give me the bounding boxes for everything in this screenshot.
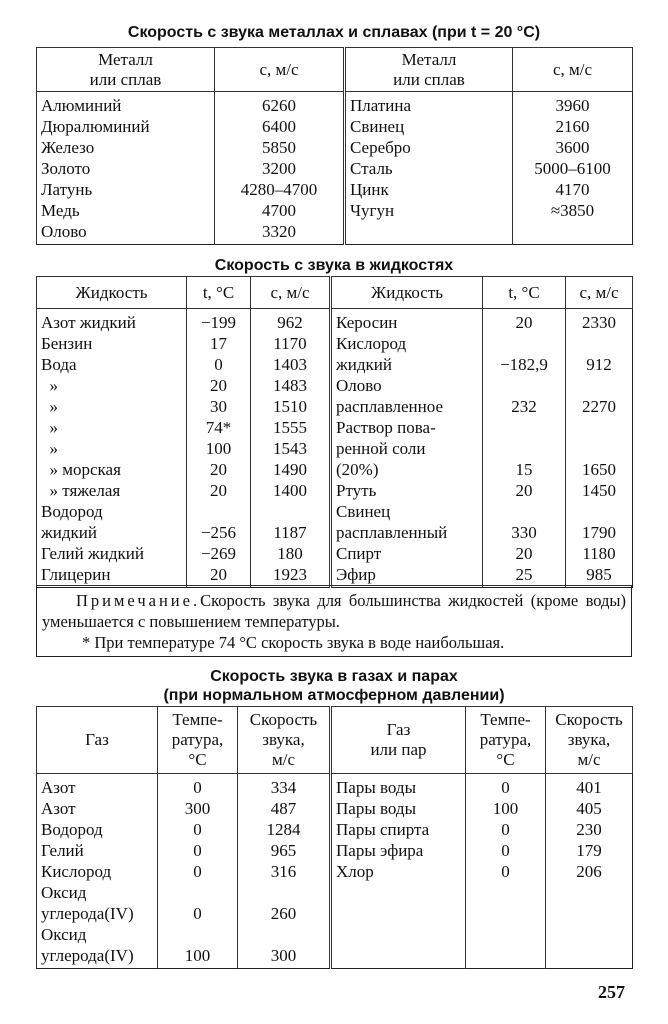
material-name-cell: Азот (37, 774, 158, 799)
material-name-cell: Дюралюминий (37, 116, 215, 137)
value-cell: 6400 (215, 116, 345, 137)
value-cell: 1650 (566, 459, 633, 480)
material-name-cell (331, 945, 466, 969)
value-cell (483, 501, 566, 522)
column-header-line: Жидкость (75, 282, 148, 302)
material-name-cell: Гелий жидкий (37, 543, 187, 564)
value-cell: 3200 (215, 158, 345, 179)
material-name-cell: Алюминий (37, 92, 215, 117)
column-header-line: c, м/с (270, 282, 310, 302)
value-cell (251, 501, 331, 522)
table-row (37, 840, 633, 861)
material-name-cell: Эфир (331, 564, 483, 588)
value-cell: 1543 (251, 438, 331, 459)
value-cell: 1400 (251, 480, 331, 501)
table-row (37, 564, 633, 588)
column-header-line: или сплав (393, 69, 465, 89)
material-name-cell: Гелий (37, 840, 158, 861)
value-cell: 912 (566, 354, 633, 375)
material-name-cell: Азот жидкий (37, 309, 187, 334)
value-cell (566, 438, 633, 459)
table-row (37, 438, 633, 459)
material-name-cell: Серебро (345, 137, 513, 158)
table-row (37, 774, 633, 799)
material-name-cell (331, 924, 466, 945)
column-header-line: звука, (262, 730, 305, 749)
value-cell: 206 (546, 861, 633, 882)
material-name-cell: Золото (37, 158, 215, 179)
table-row (37, 221, 633, 245)
note-text: Скорость звука для большинства жидкостей (кроме воды) уменьшается с повышением температуры. (42, 591, 626, 631)
material-name-cell: Пары спирта (331, 819, 466, 840)
table-row (37, 354, 633, 375)
value-cell: 0 (466, 861, 546, 882)
column-header-line: м/с (577, 750, 601, 769)
table-row (37, 924, 633, 945)
metals-sound-speed-table (36, 47, 633, 245)
table-row (37, 798, 633, 819)
table-row (37, 92, 633, 117)
table-row (37, 396, 633, 417)
value-cell: 100 (187, 438, 251, 459)
value-cell: 0 (187, 354, 251, 375)
value-cell: 230 (546, 819, 633, 840)
value-cell: −256 (187, 522, 251, 543)
gases-sound-speed-table (36, 706, 633, 969)
value-cell: 2330 (566, 309, 633, 334)
column-header-line: Темпе- (480, 710, 531, 729)
material-name-cell: Чугун (345, 200, 513, 221)
table-row (37, 158, 633, 179)
material-name-cell: Ртуть (331, 480, 483, 501)
column-header-line: ратура, (479, 730, 532, 749)
table-row (37, 480, 633, 501)
table-row (37, 333, 633, 354)
column-header (37, 48, 215, 92)
value-cell: 6260 (215, 92, 345, 117)
column-header-line: м/с (271, 750, 296, 769)
material-name-cell (345, 221, 513, 245)
value-cell: 20 (187, 459, 251, 480)
value-cell (483, 417, 566, 438)
value-cell: 260 (238, 903, 331, 924)
column-header-line: ратура, (171, 730, 224, 749)
value-cell: 4700 (215, 200, 345, 221)
material-name-cell: углерода(IV) (37, 903, 158, 924)
column-header (466, 707, 546, 774)
column-header (37, 707, 158, 774)
column-header (513, 48, 633, 92)
table-row (37, 417, 633, 438)
material-name-cell: Водород (37, 819, 158, 840)
material-name-cell: углерода(IV) (37, 945, 158, 969)
value-cell (546, 945, 633, 969)
value-cell: 2160 (513, 116, 633, 137)
gases-table-title-line1: Скорость звука в газах и парах (210, 668, 458, 685)
value-cell (466, 924, 546, 945)
value-cell: 2270 (566, 396, 633, 417)
value-cell (483, 375, 566, 396)
value-cell: 25 (483, 564, 566, 588)
material-name-cell (331, 882, 466, 903)
table-row (37, 543, 633, 564)
value-cell: 1555 (251, 417, 331, 438)
material-name-cell: Кислород (331, 333, 483, 354)
value-cell: 3960 (513, 92, 633, 117)
material-name-cell: расплавленное (331, 396, 483, 417)
value-cell: 3320 (215, 221, 345, 245)
value-cell: −269 (187, 543, 251, 564)
value-cell (546, 882, 633, 903)
table-row (37, 501, 633, 522)
material-name-cell: Пары воды (331, 774, 466, 799)
value-cell: 15 (483, 459, 566, 480)
material-name-cell: Спирт (331, 543, 483, 564)
material-name-cell: Олово (331, 375, 483, 396)
value-cell: −182,9 (483, 354, 566, 375)
column-header-line: t, °C (202, 282, 235, 302)
material-name-cell: Раствор пова- (331, 417, 483, 438)
value-cell: 962 (251, 309, 331, 334)
liquids-sound-speed-table (36, 276, 633, 588)
material-name-cell: Бензин (37, 333, 187, 354)
material-name-cell: жидкий (331, 354, 483, 375)
value-cell: 20 (187, 480, 251, 501)
value-cell: 20 (187, 375, 251, 396)
value-cell (158, 924, 238, 945)
value-cell: 330 (483, 522, 566, 543)
liquids-table-title: Скорость c звука в жидкостях (214, 257, 454, 274)
material-name-cell: Цинк (345, 179, 513, 200)
column-header-line: Газ (85, 730, 109, 749)
column-header-line: Металл (401, 49, 457, 69)
value-cell: 1170 (251, 333, 331, 354)
gases-table-title-line2: (при нормальном атмосферном давлении) (163, 687, 505, 704)
material-name-cell: Кислород (37, 861, 158, 882)
column-header-line: Темпе- (172, 710, 223, 729)
value-cell: 300 (158, 798, 238, 819)
material-name-cell: жидкий (37, 522, 187, 543)
liquids-note (36, 585, 632, 657)
value-cell: 401 (546, 774, 633, 799)
value-cell: 1490 (251, 459, 331, 480)
value-cell: 1790 (566, 522, 633, 543)
table-row (37, 945, 633, 969)
material-name-cell: Пары эфира (331, 840, 466, 861)
material-name-cell: Свинец (345, 116, 513, 137)
value-cell (238, 882, 331, 903)
value-cell: 0 (158, 774, 238, 799)
value-cell: ≈3850 (513, 200, 633, 221)
value-cell (158, 882, 238, 903)
value-cell: 1187 (251, 522, 331, 543)
value-cell: −199 (187, 309, 251, 334)
value-cell: 4170 (513, 179, 633, 200)
column-header-line: c, м/с (552, 59, 593, 79)
value-cell: 20 (483, 480, 566, 501)
value-cell: 1180 (566, 543, 633, 564)
material-name-cell: Свинец (331, 501, 483, 522)
value-cell: 100 (466, 798, 546, 819)
value-cell: 180 (251, 543, 331, 564)
column-header (566, 277, 633, 309)
column-header-line: Скорость (249, 710, 318, 729)
material-name-cell: ренной соли (331, 438, 483, 459)
value-cell: 300 (238, 945, 331, 969)
value-cell: 1403 (251, 354, 331, 375)
column-header (331, 707, 466, 774)
table-row (37, 200, 633, 221)
column-header-line: c, м/с (259, 59, 299, 79)
value-cell: 0 (158, 819, 238, 840)
material-name-cell: Оксид (37, 882, 158, 903)
value-cell: 20 (483, 543, 566, 564)
value-cell: 3600 (513, 137, 633, 158)
table-row (37, 819, 633, 840)
material-name-cell: Вода (37, 354, 187, 375)
column-header-line: Газ (386, 720, 411, 739)
value-cell (483, 333, 566, 354)
footnote: * При температуре 74 °С скорость звука в воде наибольшая. (82, 633, 505, 652)
column-header-line: t, °C (508, 282, 540, 302)
value-cell (187, 501, 251, 522)
value-cell (483, 438, 566, 459)
value-cell: 5000–6100 (513, 158, 633, 179)
value-cell: 20 (483, 309, 566, 334)
column-header (331, 277, 483, 309)
value-cell (466, 882, 546, 903)
value-cell: 1510 (251, 396, 331, 417)
value-cell: 20 (187, 564, 251, 588)
value-cell (546, 924, 633, 945)
material-name-cell (331, 903, 466, 924)
table-row (37, 375, 633, 396)
value-cell (566, 501, 633, 522)
metals-table-title: Скорость c звука металлах и сплавах (при t = 20 °C) (127, 24, 541, 41)
material-name-cell: Керосин (331, 309, 483, 334)
material-name-cell: Железо (37, 137, 215, 158)
material-name-cell: Азот (37, 798, 158, 819)
column-header (238, 707, 331, 774)
value-cell: 0 (466, 774, 546, 799)
material-name-cell: Хлор (331, 861, 466, 882)
material-name-cell: Платина (345, 92, 513, 117)
table-row (37, 116, 633, 137)
value-cell: 0 (158, 861, 238, 882)
value-cell: 1923 (251, 564, 331, 588)
value-cell (546, 903, 633, 924)
value-cell: 74* (187, 417, 251, 438)
material-name-cell: Медь (37, 200, 215, 221)
column-header-line: °С (496, 750, 515, 769)
column-header (546, 707, 633, 774)
column-header (37, 277, 187, 309)
material-name-cell: Пары воды (331, 798, 466, 819)
table-row (37, 882, 633, 903)
value-cell: 0 (158, 903, 238, 924)
material-name-cell: » (37, 375, 187, 396)
material-name-cell: Оксид (37, 924, 158, 945)
value-cell: 405 (546, 798, 633, 819)
material-name-cell: (20%) (331, 459, 483, 480)
material-name-cell: Латунь (37, 179, 215, 200)
value-cell (566, 333, 633, 354)
value-cell: 487 (238, 798, 331, 819)
table-row (37, 522, 633, 543)
value-cell: 965 (238, 840, 331, 861)
value-cell: 30 (187, 396, 251, 417)
column-header-line: c, м/с (579, 282, 619, 302)
value-cell: 5850 (215, 137, 345, 158)
table-row (37, 903, 633, 924)
value-cell (513, 221, 633, 245)
table-row (37, 179, 633, 200)
value-cell: 4280–4700 (215, 179, 345, 200)
column-header (483, 277, 566, 309)
value-cell: 1483 (251, 375, 331, 396)
value-cell: 1450 (566, 480, 633, 501)
material-name-cell: » (37, 438, 187, 459)
material-name-cell: Сталь (345, 158, 513, 179)
value-cell: 179 (546, 840, 633, 861)
column-header (158, 707, 238, 774)
value-cell (238, 924, 331, 945)
value-cell (566, 417, 633, 438)
page-number: 257 (598, 982, 625, 1002)
column-header-line: °С (188, 750, 207, 769)
column-header-line: Скорость (555, 710, 623, 729)
material-name-cell: » (37, 417, 187, 438)
column-header-line: или сплав (89, 69, 162, 89)
column-header-line: Металл (98, 49, 153, 69)
value-cell: 0 (466, 840, 546, 861)
column-header (187, 277, 251, 309)
note-label: Примечание. (76, 591, 201, 610)
value-cell: 100 (158, 945, 238, 969)
value-cell: 334 (238, 774, 331, 799)
table-row (37, 137, 633, 158)
value-cell (466, 945, 546, 969)
value-cell (466, 903, 546, 924)
material-name-cell: Олово (37, 221, 215, 245)
value-cell: 316 (238, 861, 331, 882)
column-header-line: или пар (370, 740, 427, 759)
column-header-line: Жидкость (370, 282, 444, 302)
material-name-cell: расплавленный (331, 522, 483, 543)
table-row (37, 459, 633, 480)
material-name-cell: » (37, 396, 187, 417)
table-row (37, 861, 633, 882)
material-name-cell: » тяжелая (37, 480, 187, 501)
value-cell: 232 (483, 396, 566, 417)
table-row (37, 309, 633, 334)
material-name-cell: Водород (37, 501, 187, 522)
column-header (345, 48, 513, 92)
value-cell: 1284 (238, 819, 331, 840)
value-cell: 0 (158, 840, 238, 861)
column-header (215, 48, 345, 92)
material-name-cell: » морская (37, 459, 187, 480)
column-header (251, 277, 331, 309)
material-name-cell: Глицерин (37, 564, 187, 588)
value-cell: 0 (466, 819, 546, 840)
value-cell: 985 (566, 564, 633, 588)
value-cell (566, 375, 633, 396)
value-cell: 17 (187, 333, 251, 354)
column-header-line: звука, (567, 730, 611, 749)
